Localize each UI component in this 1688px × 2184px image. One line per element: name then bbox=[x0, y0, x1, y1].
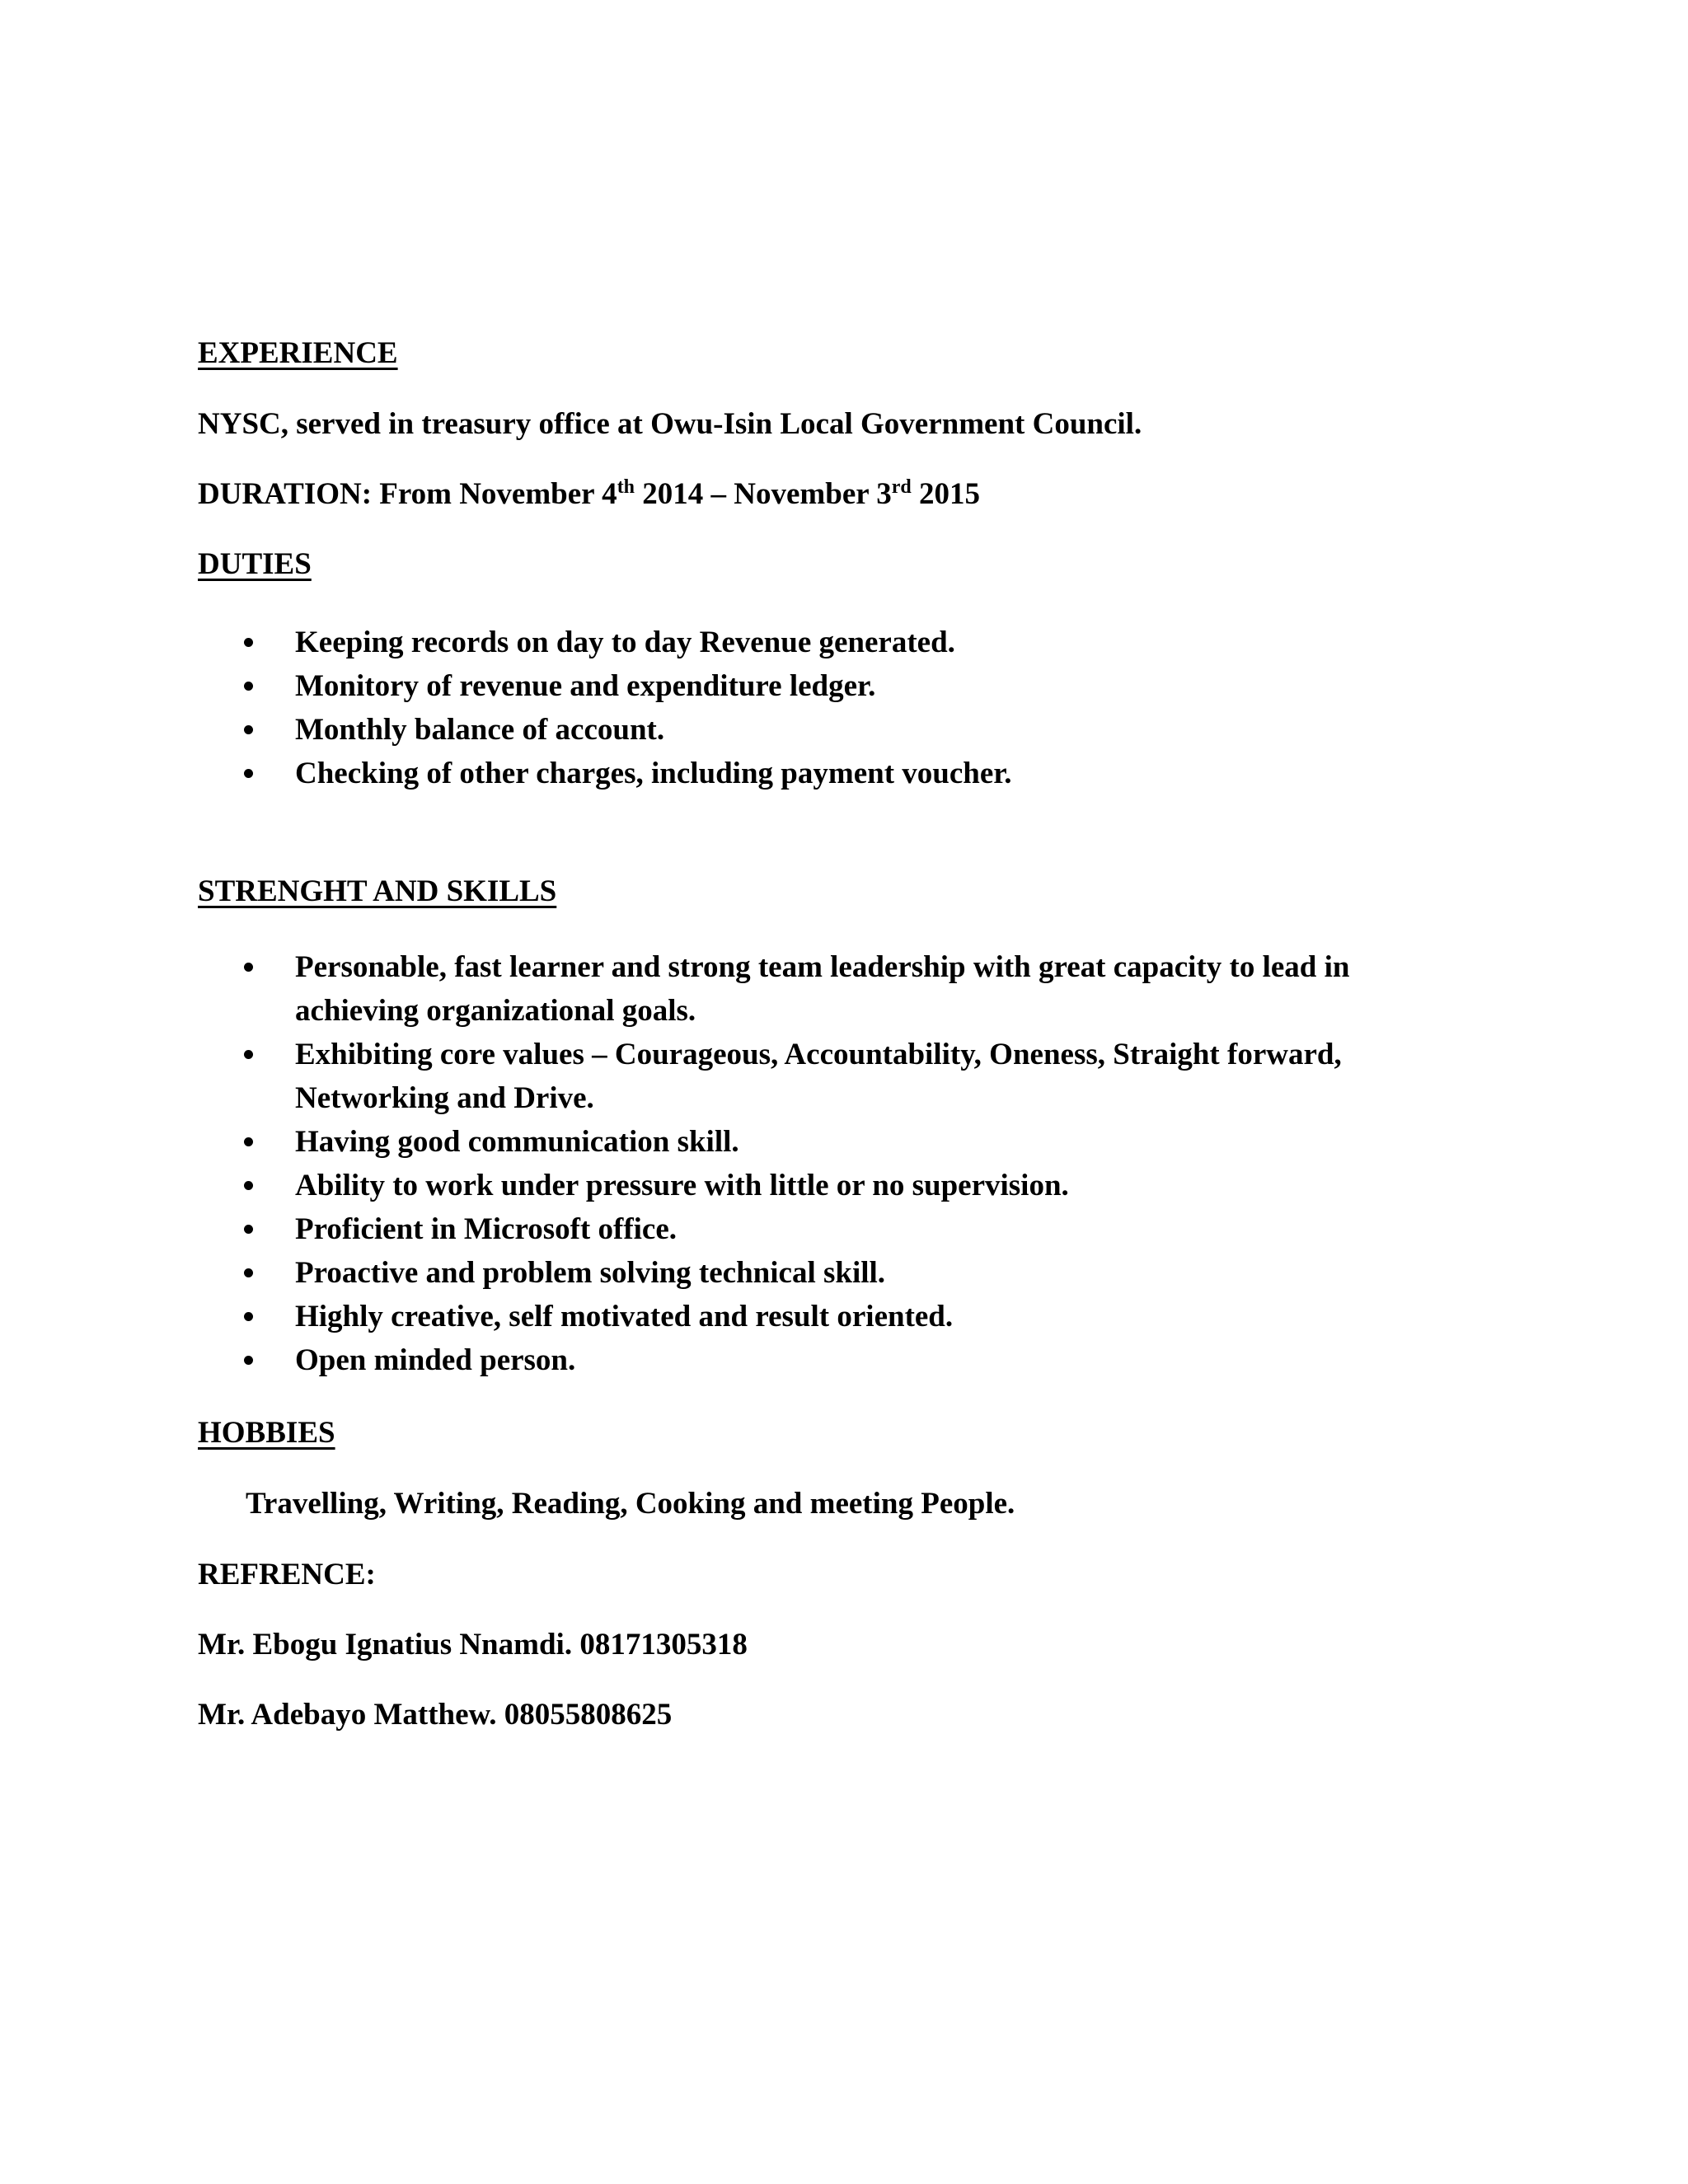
skill-text-line2: Networking and Drive. bbox=[295, 1081, 594, 1115]
list-item bbox=[198, 1251, 1484, 1295]
reference-entry: Mr. Ebogu Ignatius Nnamdi. 08171305318 bbox=[198, 1628, 748, 1661]
bullet-icon bbox=[244, 1225, 253, 1234]
duration-suffix: 2015 bbox=[911, 477, 980, 511]
list-item bbox=[198, 1295, 1484, 1338]
skill-text-line2: achieving organizational goals. bbox=[295, 994, 696, 1028]
list-item bbox=[198, 1164, 1484, 1207]
bullet-icon bbox=[244, 1312, 253, 1321]
bullet-icon bbox=[244, 769, 253, 778]
list-item bbox=[198, 1338, 1484, 1382]
skills-list bbox=[198, 945, 1484, 1382]
bullet-icon bbox=[244, 963, 253, 972]
hobbies-text: Travelling, Writing, Reading, Cooking and meeting People. bbox=[246, 1487, 1015, 1521]
bullet-icon bbox=[244, 638, 253, 647]
duration-sup-th: th bbox=[617, 476, 635, 498]
skill-text-line1: Personable, fast learner and strong team leadership with great capacity to lead in bbox=[295, 950, 1350, 984]
duty-text: Monthly balance of account. bbox=[295, 713, 665, 747]
list-item bbox=[198, 621, 1484, 664]
list-item bbox=[198, 752, 1484, 795]
skill-text: Open minded person. bbox=[295, 1343, 576, 1377]
duty-text: Keeping records on day to day Revenue generated. bbox=[295, 626, 955, 659]
skill-text: Proactive and problem solving technical skill. bbox=[295, 1256, 886, 1290]
experience-line: NYSC, served in treasury office at Owu-Isin Local Government Council. bbox=[198, 407, 1142, 441]
list-item bbox=[198, 664, 1484, 708]
list-item bbox=[198, 945, 1484, 1033]
duration-prefix: DURATION: From November 4 bbox=[198, 477, 617, 511]
duration-middle: 2014 – November 3 bbox=[635, 477, 892, 511]
skill-text: Highly creative, self motivated and result oriented. bbox=[295, 1300, 954, 1333]
duties-list bbox=[198, 621, 1484, 795]
hobbies-heading: HOBBIES bbox=[198, 1416, 335, 1450]
skill-text: Ability to work under pressure with little or no supervision. bbox=[295, 1169, 1069, 1202]
duty-text: Checking of other charges, including payment voucher. bbox=[295, 757, 1012, 790]
list-item bbox=[198, 1207, 1484, 1251]
duration-sup-rd: rd bbox=[891, 476, 912, 498]
experience-heading: EXPERIENCE bbox=[198, 336, 398, 370]
bullet-icon bbox=[244, 725, 253, 734]
bullet-icon bbox=[244, 682, 253, 691]
skills-heading: STRENGHT AND SKILLS bbox=[198, 874, 557, 908]
list-item bbox=[198, 1120, 1484, 1164]
list-item bbox=[198, 708, 1484, 752]
duty-text: Monitory of revenue and expenditure ledger. bbox=[295, 669, 876, 703]
list-item bbox=[198, 1033, 1484, 1120]
bullet-icon bbox=[244, 1268, 253, 1277]
skill-text-line1: Exhibiting core values – Courageous, Accountability, Oneness, Straight forward, bbox=[295, 1038, 1342, 1071]
bullet-icon bbox=[244, 1137, 253, 1146]
reference-heading: REFRENCE: bbox=[198, 1558, 376, 1591]
experience-duration bbox=[198, 476, 980, 513]
duties-heading: DUTIES bbox=[198, 547, 312, 581]
skill-text: Proficient in Microsoft office. bbox=[295, 1212, 678, 1246]
reference-entry: Mr. Adebayo Matthew. 08055808625 bbox=[198, 1698, 673, 1732]
skill-text: Having good communication skill. bbox=[295, 1125, 739, 1159]
bullet-icon bbox=[244, 1356, 253, 1365]
bullet-icon bbox=[244, 1181, 253, 1190]
bullet-icon bbox=[244, 1050, 253, 1059]
